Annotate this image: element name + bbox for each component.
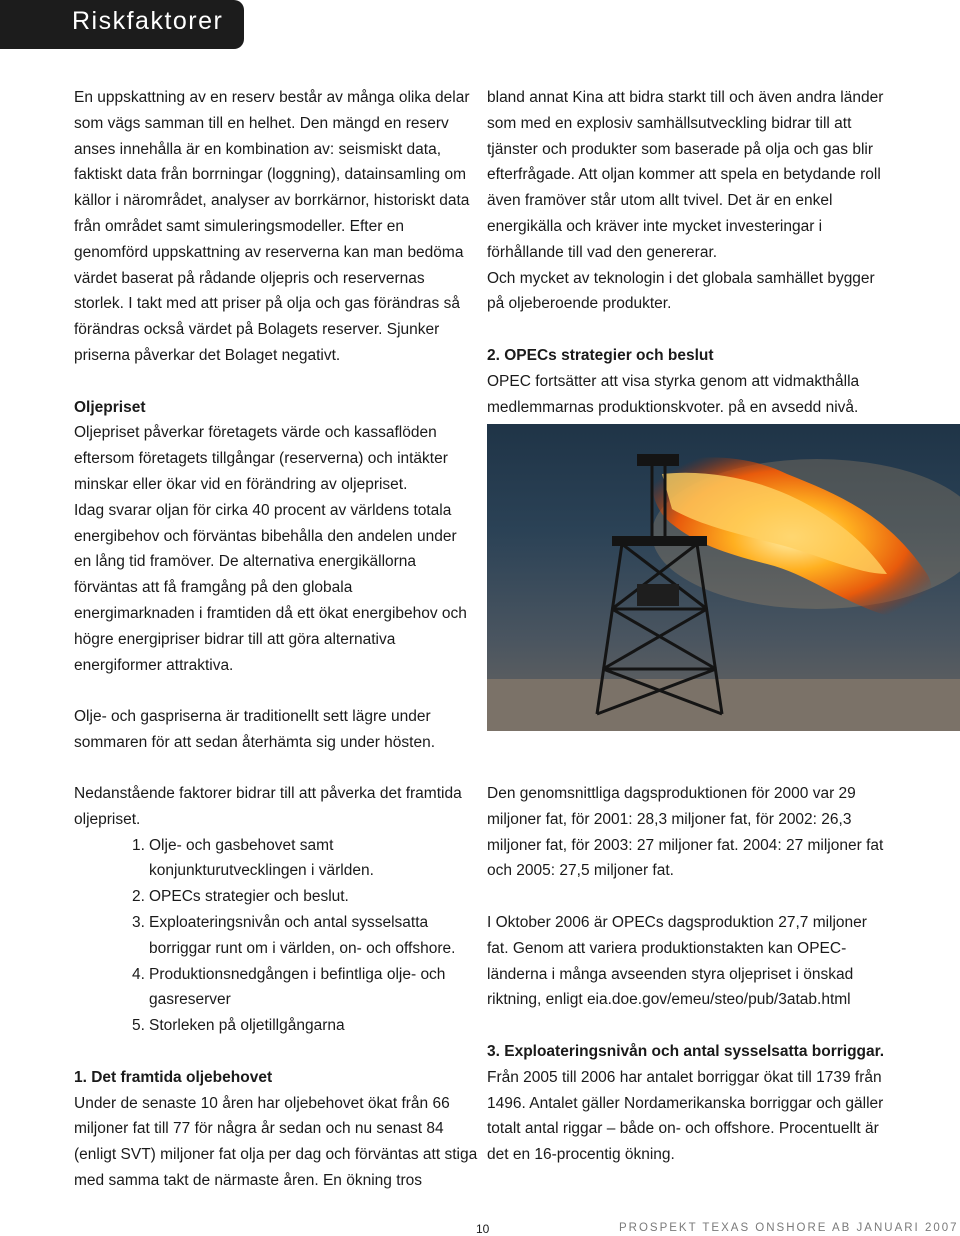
oil-price-paragraph-3: Olje- och gaspriserna är traditionellt sett lägre under sommaren för att sedan återhämta sig under hösten. bbox=[74, 708, 436, 751]
page-number: 10 bbox=[476, 1222, 490, 1236]
list-item: 2. OPECs strategier och beslut. bbox=[132, 888, 349, 906]
oil-price-paragraph-1: Oljepriset påverkar företagets värde och kassaflöden eftersom företagets tillgångar (reserverna) och intäkter minskar eller ökar vid en förändring av oljepriset. bbox=[74, 424, 448, 493]
list-item: 3. Exploateringsnivån och antal sysselsatta borriggar runt om i världen, on- och offshore. bbox=[132, 913, 456, 957]
technology-paragraph: Och mycket av teknologin i det globala samhället bygger på oljeberoende produkter. bbox=[487, 269, 875, 313]
list-item: 5. Storleken på oljetillgångarna bbox=[132, 1017, 345, 1035]
left-column-top bbox=[74, 85, 474, 756]
opec-october-paragraph: I Oktober 2006 är OPECs dagsproduktion 27,7 miljoner fat. Genom att variera produktionstakten kan OPEC-länderna i många avseenden styra oljepriset i önskad riktning, enligt eia.doe.gov/emeu/steo/pub/3atab.html bbox=[487, 913, 867, 1009]
section-header-tab bbox=[0, 0, 244, 49]
oil-price-paragraph-2: Idag svarar oljan för cirka 40 procent av världens totala energibehov och förväntas bibehålla den andelen under en lång tid framöver. De alternativa energikällorna förväntas att få framgång på den globala energimarknaden i framtiden då ett ökat energibehov och högre energipriser bidrar till att göra alternativa energiformer attraktiva. bbox=[74, 501, 467, 674]
factors-list bbox=[74, 833, 479, 1039]
oil-rig-flare-illustration bbox=[487, 424, 960, 731]
demand-continuation-paragraph: bland annat Kina att bidra starkt till och även andra länder som med en explosiv samhällsutveckling bidrar till att tjänster och produkter som baserade på olja och gas blir efterfrågade. Att oljan kommer att spela en betydande roll även framöver står utom allt tvivel. Det är en enkel energikälla och kräver inte mycket investeringar i förhållande till vad den genererar. bbox=[487, 89, 884, 261]
factors-lead-paragraph: Nedanstående faktorer bidrar till att påverka det framtida oljepriset. bbox=[74, 785, 462, 828]
opec-paragraph: OPEC fortsätter att visa styrka genom att vidmakthålla medlemmarnas produktionskvoter. på en avsedd nivå. bbox=[487, 372, 860, 416]
oil-demand-paragraph: Under de senaste 10 åren har oljebehovet ökat från 66 miljoner fat till 77 för några år sedan och nu senast 84 (enligt SVT) miljoner fat olja per dag och förväntas att stiga med samma takt de närmaste åren. En ökning tros bbox=[74, 1094, 478, 1189]
rigs-paragraph: Från 2005 till 2006 har antalet borriggar ökat till 1739 från 1496. Antalet gäller Nordamerikanska borriggar och gäller totalt antal riggar – både on- och offshore. Procentuellt är det en 16-procentig ökning. bbox=[487, 1068, 884, 1164]
oil-price-heading: Oljepriset bbox=[74, 398, 146, 416]
oil-rig-flare-photo bbox=[487, 424, 960, 731]
oil-demand-heading: 1. Det framtida oljebehovet bbox=[74, 1068, 273, 1086]
list-item: 4. Produktionsnedgången i befintliga olje- och gasreserver bbox=[132, 965, 446, 1009]
right-column-top bbox=[487, 85, 887, 420]
rigs-heading: 3. Exploateringsnivån och antal sysselsatta borriggar. bbox=[487, 1042, 885, 1060]
opec-production-paragraph: Den genomsnittliga dagsproduktionen för 2000 var 29 miljoner fat, för 2001: 28,3 miljoner fat, för 2002: 26,3 miljoner fat, för 2003: 27 miljoner fat. 2004: 27 miljoner fat och 2005: 27,5 miljoner fat. bbox=[487, 785, 884, 880]
list-item: 1. Olje- och gasbehovet samt konjunkturutvecklingen i världen. bbox=[132, 836, 374, 880]
right-column-bottom bbox=[487, 781, 887, 1168]
publication-footer: PROSPEKT TEXAS ONSHORE AB JANUARI 2007 bbox=[619, 1222, 959, 1234]
opec-heading: 2. OPECs strategier och beslut bbox=[487, 346, 714, 364]
left-column-bottom bbox=[74, 781, 479, 1194]
intro-paragraph: En uppskattning av en reserv består av många olika delar som vägs samman till en helhet. Den mängd en reserv anses innehålla är en kombination av: seismiskt data, faktiskt data från borrningar (loggning), datainsamling om källor i närområdet, analyser av borrkärnor, historiskt data från området samt simuleringsmodeller. Efter en genomförd uppskattning av reserverna kan man bedöma värdet baserat på rådande oljepris och reservernas storlek. I takt med att priser på olja och gas förändras så förändras också värdet på Bolagets reserver. Sjunker priserna påverkar det Bolaget negativt. bbox=[74, 89, 470, 364]
section-title: Riskfaktorer bbox=[72, 7, 224, 35]
